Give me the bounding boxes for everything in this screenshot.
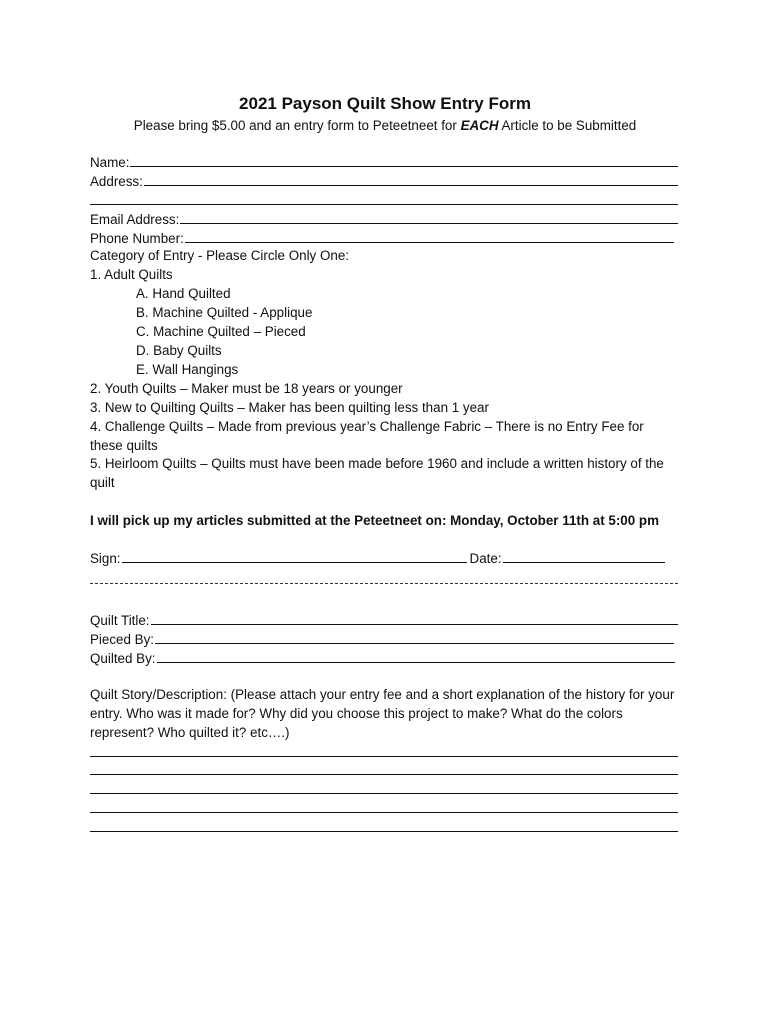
email-label: Email Address: <box>90 211 180 227</box>
form-body <box>90 153 678 837</box>
category-challenge[interactable]: 4. Challenge Quilts – Made from previous year’s Challenge Fabric – There is no Entry Fee for these quilts <box>90 418 644 453</box>
email-field[interactable] <box>180 210 678 224</box>
subtitle-emphasis: EACH <box>460 118 499 133</box>
address-field[interactable] <box>144 172 678 186</box>
category-adult-applique[interactable]: B. Machine Quilted - Applique <box>136 305 313 321</box>
category-adult-hand[interactable]: A. Hand Quilted <box>136 286 231 302</box>
category-heading: Category of Entry - Please Circle Only One: <box>90 248 349 264</box>
story-line[interactable] <box>90 761 678 775</box>
quilted-by-row <box>90 649 678 668</box>
pieced-by-field[interactable] <box>155 630 674 644</box>
quilted-by-label: Quilted By: <box>90 650 156 666</box>
spacer <box>90 531 678 549</box>
address-label: Address: <box>90 173 143 189</box>
spacer <box>90 668 678 686</box>
sign-label: Sign: <box>90 551 121 567</box>
category-adult[interactable]: 1. Adult Quilts <box>90 267 173 283</box>
subtitle-text-end: Article to be Submitted <box>498 118 637 133</box>
story-line[interactable] <box>90 799 678 813</box>
phone-label: Phone Number: <box>90 230 184 246</box>
pieced-by-row <box>90 630 678 649</box>
pickup-statement: I will pick up my articles submitted at the Peteetneet on: Monday, October 11th at 5:00 pm <box>90 513 659 529</box>
quilt-title-label: Quilt Title: <box>90 613 150 629</box>
form-title: 2021 Payson Quilt Show Entry Form <box>239 94 531 113</box>
category-adult-wall[interactable]: E. Wall Hangings <box>136 361 239 377</box>
spacer <box>90 493 678 511</box>
date-label: Date: <box>469 551 502 567</box>
spacer <box>90 584 678 611</box>
story-line[interactable] <box>90 743 678 757</box>
phone-row <box>90 229 678 248</box>
email-row <box>90 210 678 229</box>
address-field-line-2[interactable] <box>90 191 678 205</box>
category-adult-baby[interactable]: D. Baby Quilts <box>136 342 222 358</box>
category-adult-pieced[interactable]: C. Machine Quilted – Pieced <box>136 324 306 340</box>
quilt-title-field[interactable] <box>151 611 678 625</box>
story-line[interactable] <box>90 818 678 832</box>
story-prompt: Quilt Story/Description: (Please attach your entry fee and a short explanation of the history for your entry. Who was it made for? Why did you choose this project to make? What do the colors represent? Who quilted it? etc….) <box>90 686 675 740</box>
category-heirloom[interactable]: 5. Heirloom Quilts – Quilts must have been made before 1960 and include a written history of the quilt <box>90 456 664 491</box>
signature-row <box>90 549 678 568</box>
quilted-by-field[interactable] <box>157 649 676 663</box>
quilt-title-row <box>90 611 678 630</box>
story-line[interactable] <box>90 780 678 794</box>
subtitle-text-start: Please bring $5.00 and an entry form to Peteetneet for <box>133 118 461 133</box>
name-label: Name: <box>90 155 130 170</box>
address-row <box>90 172 678 191</box>
sign-field[interactable] <box>122 549 467 563</box>
category-new-quilting[interactable]: 3. New to Quilting Quilts – Maker has been quilting less than 1 year <box>90 399 489 415</box>
pieced-by-label: Pieced By: <box>90 632 155 648</box>
date-field[interactable] <box>503 549 665 563</box>
category-youth[interactable]: 2. Youth Quilts – Maker must be 18 years or younger <box>90 380 403 396</box>
name-field[interactable] <box>130 153 678 167</box>
name-row <box>90 153 678 172</box>
phone-field[interactable] <box>185 229 674 243</box>
form-subtitle <box>0 118 770 133</box>
